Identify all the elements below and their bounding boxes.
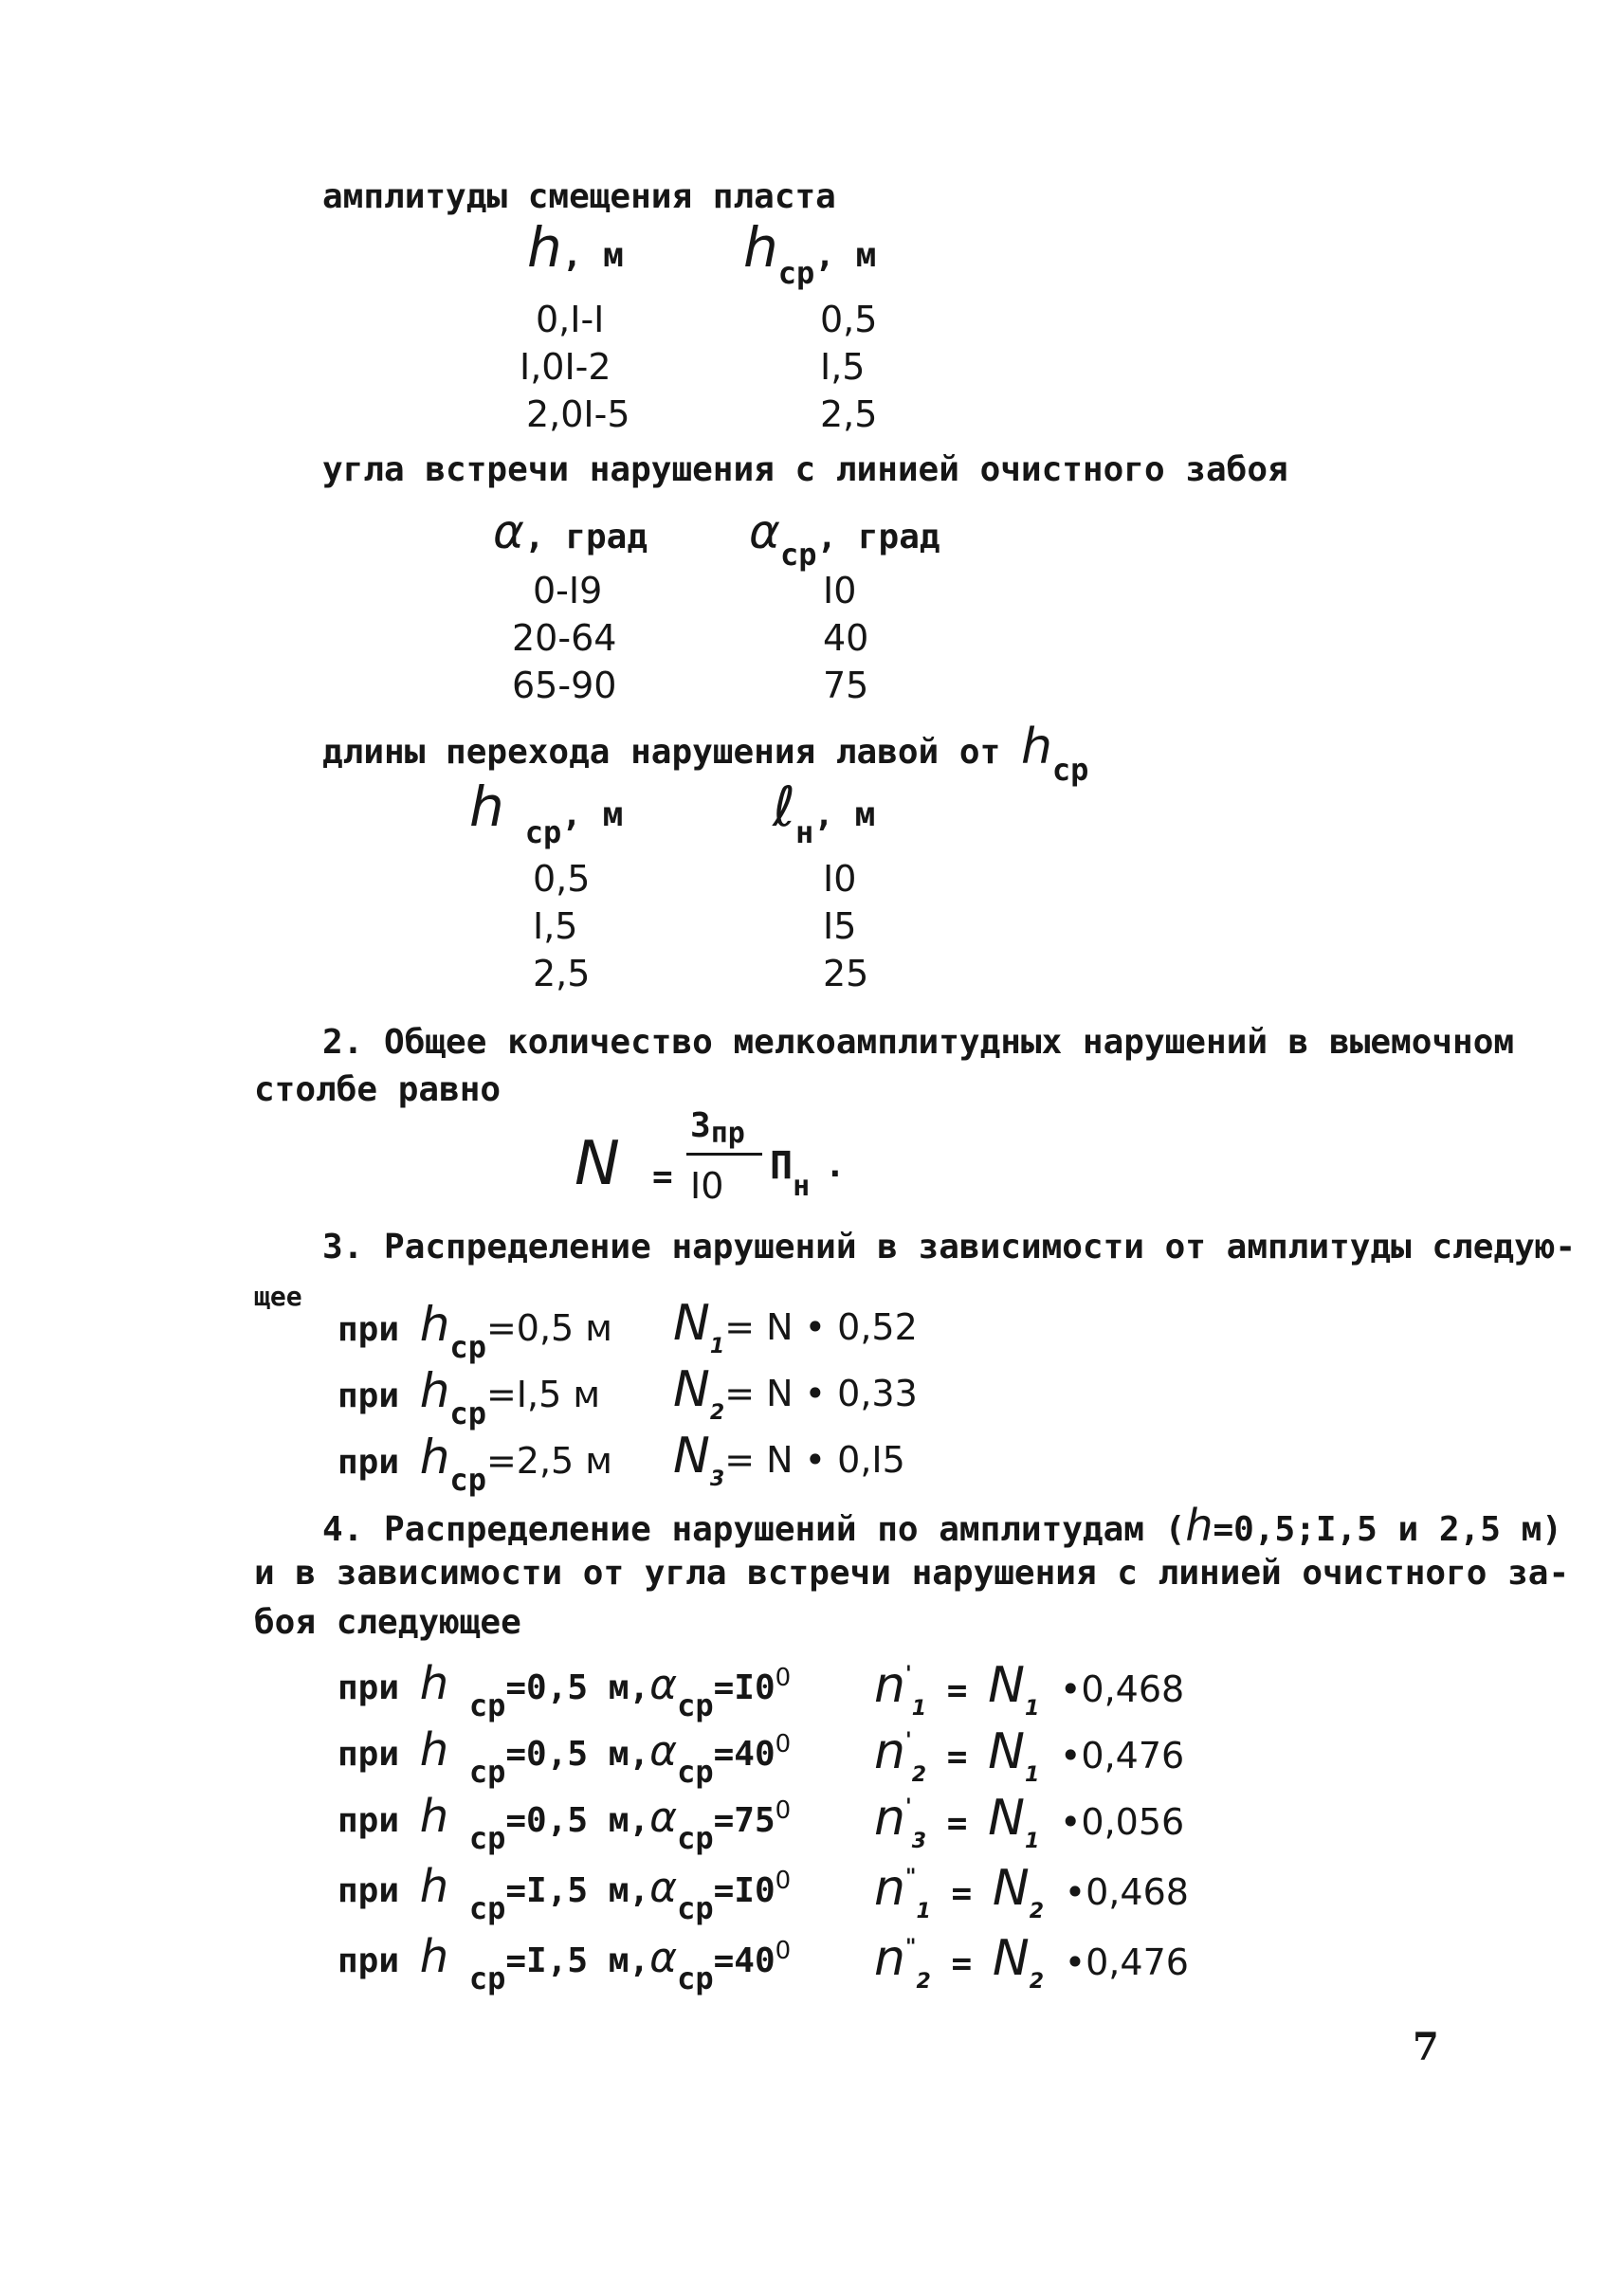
amp-row-1-range: 0,I-I bbox=[536, 299, 605, 340]
angle-header-asr: αср, град bbox=[749, 504, 940, 573]
angle-row-3-range: 65-90 bbox=[512, 665, 617, 706]
angle-dist-row-5: при h ср=I,5 $м,\alpha ср=40^0$ bbox=[338, 1930, 792, 1996]
para-2-line-2: столбе равно bbox=[254, 1070, 502, 1109]
dist-row-2: при hср=I,5 м bbox=[338, 1363, 601, 1431]
formula-end: . bbox=[825, 1146, 846, 1185]
dist-row-1: при hср=0,5 м bbox=[338, 1297, 612, 1365]
para-3-line-1: 3. Распределение нарушений в зависимости от амплитуды следую- bbox=[322, 1228, 1577, 1266]
angle-dist-row-1-rhs: $n'_1 = N_1$ •0,468 bbox=[874, 1657, 1185, 1721]
length-row-1-h: 0,5 bbox=[533, 858, 591, 900]
fraction-bar bbox=[686, 1153, 762, 1156]
para-4-line-2: и в зависимости от угла встречи нарушения с линией очистного за- bbox=[254, 1554, 1570, 1593]
angle-dist-row-2: при h ср=0,5 $м,\alpha ср=40^0$ bbox=[338, 1723, 792, 1790]
angle-row-1-range: 0-I9 bbox=[533, 570, 603, 611]
angle-dist-row-3-rhs: $n'_3 = N_1$ •0,056 bbox=[874, 1790, 1185, 1853]
angle-row-3-mean: 75 bbox=[823, 665, 869, 706]
amp-row-1-mean: 0,5 bbox=[820, 299, 878, 340]
angle-dist-row-5-rhs: $n^"_2 = N_2$ •0,476 bbox=[874, 1930, 1189, 1994]
para-4-line-1: 4. Распределение нарушений по амплитудам (h=0,5;I,5 и 2,5 м) bbox=[322, 1500, 1562, 1551]
angle-row-1-mean: I0 bbox=[823, 570, 857, 611]
amp-row-3-mean: 2,5 bbox=[820, 393, 878, 435]
formula-mult: $П_н$ bbox=[770, 1144, 811, 1203]
length-row-3-h: 2,5 bbox=[533, 953, 591, 994]
amp-header-h: h, м bbox=[527, 215, 624, 280]
amp-row-3-range: 2,0I-5 bbox=[526, 393, 630, 435]
length-header-l: ℓн, м bbox=[773, 774, 876, 850]
heading-length: длины перехода нарушения лавой от hср bbox=[322, 719, 1089, 788]
formula-lhs: N bbox=[575, 1129, 620, 1199]
length-row-2-h: I,5 bbox=[533, 905, 578, 947]
length-row-3-l: 25 bbox=[823, 953, 869, 994]
para-2-line-1: 2. Общее количество мелкоамплитудных нарушений в выемочном bbox=[322, 1023, 1515, 1062]
page-number: 7 bbox=[1413, 2025, 1439, 2069]
angle-dist-row-1: при h ср=0,5 $м,\alpha ср=I0^0$ bbox=[338, 1657, 792, 1723]
angle-row-2-mean: 40 bbox=[823, 617, 869, 659]
angle-dist-row-4: при h ср=I,5 $м,\alpha ср=I0^0$ bbox=[338, 1860, 792, 1926]
length-row-1-l: I0 bbox=[823, 858, 857, 900]
formula-denominator: I0 bbox=[690, 1165, 724, 1207]
amp-header-hsr: hср, м bbox=[743, 215, 877, 291]
dist-row-3: при hср=2,5 м bbox=[338, 1430, 612, 1498]
dist-row-3-rhs: $N_3= N$ • 0,I5 bbox=[673, 1428, 905, 1491]
para-3-line-2: щее bbox=[254, 1281, 302, 1312]
amp-row-2-mean: I,5 bbox=[820, 346, 866, 388]
angle-dist-row-3: при h ср=0,5 $м,\alpha ср=75^0$ bbox=[338, 1790, 792, 1856]
angle-header-a: α, град bbox=[493, 504, 648, 559]
para-4-line-3: боя следующее bbox=[254, 1603, 521, 1642]
formula-numerator: Зпр bbox=[690, 1106, 745, 1150]
angle-row-2-range: 20-64 bbox=[512, 617, 617, 659]
formula-eq: = bbox=[652, 1157, 673, 1196]
length-row-2-l: I5 bbox=[823, 905, 857, 947]
dist-row-1-rhs: $N_1= N$ • 0,52 bbox=[673, 1295, 918, 1358]
dist-row-2-rhs: $N_2= N$ • 0,33 bbox=[673, 1361, 918, 1425]
amp-row-2-range: I,0I-2 bbox=[520, 346, 611, 388]
angle-dist-row-4-rhs: $n^"_1 = N_2$ •0,468 bbox=[874, 1860, 1189, 1923]
angle-dist-row-2-rhs: $n'_2 = N_1$ •0,476 bbox=[874, 1723, 1185, 1787]
heading-amplitude: амплитуды смещения пласта bbox=[322, 177, 836, 216]
heading-angle: угла встречи нарушения с линией очистного забоя bbox=[322, 450, 1288, 489]
length-header-h: hср, м bbox=[469, 774, 624, 850]
